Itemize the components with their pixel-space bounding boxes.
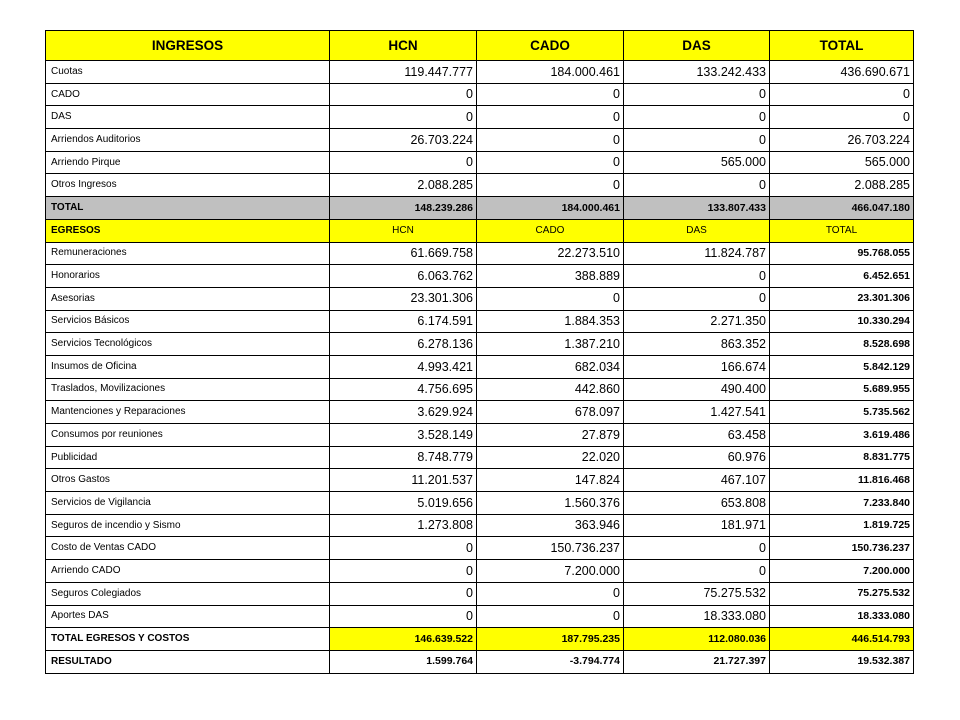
egresos-row <box>46 424 914 447</box>
cell-label: Arriendo Pirque <box>46 151 330 174</box>
cell-hcn: 119.447.777 <box>330 61 477 84</box>
cell-das: 467.107 <box>624 469 770 492</box>
cell-label: DAS <box>46 106 330 129</box>
cell-hcn: 61.669.758 <box>330 242 477 265</box>
cell-cado: 0 <box>477 174 624 197</box>
cell-total: 436.690.671 <box>770 61 914 84</box>
cell-das: 0 <box>624 106 770 129</box>
cell-label: CADO <box>46 83 330 106</box>
cell-cado: 184.000.461 <box>477 197 624 220</box>
cell-hcn: 0 <box>330 582 477 605</box>
cell-cado: 187.795.235 <box>477 628 624 651</box>
cell-label: Consumos por reuniones <box>46 424 330 447</box>
cell-das: 166.674 <box>624 355 770 378</box>
cell-label: TOTAL <box>46 197 330 220</box>
cell-cado: 1.387.210 <box>477 333 624 356</box>
cell-das: 2.271.350 <box>624 310 770 333</box>
cell-label: TOTAL EGRESOS Y COSTOS <box>46 628 330 651</box>
ingresos-row <box>46 129 914 152</box>
cell-cado: 22.273.510 <box>477 242 624 265</box>
cell-cado: 0 <box>477 83 624 106</box>
cell-hcn: 0 <box>330 605 477 628</box>
cell-das: 181.971 <box>624 514 770 537</box>
cell-das: 0 <box>624 174 770 197</box>
cell-total: 18.333.080 <box>770 605 914 628</box>
egresos-row <box>46 401 914 424</box>
cell-label: Seguros de incendio y Sismo <box>46 514 330 537</box>
cell-cado: 0 <box>477 151 624 174</box>
cell-hcn: 1.599.764 <box>330 650 477 673</box>
cell-total: 150.736.237 <box>770 537 914 560</box>
egresos-row <box>46 333 914 356</box>
egresos-header-row <box>46 219 914 242</box>
cell-cado: 27.879 <box>477 424 624 447</box>
cell-das: 490.400 <box>624 378 770 401</box>
cell-total: 0 <box>770 106 914 129</box>
total-egresos-row <box>46 628 914 651</box>
cell-das: 11.824.787 <box>624 242 770 265</box>
cell-hcn: HCN <box>330 219 477 242</box>
cell-cado: 147.824 <box>477 469 624 492</box>
cell-total: 8.528.698 <box>770 333 914 356</box>
egresos-row <box>46 582 914 605</box>
egresos-row <box>46 378 914 401</box>
cell-hcn: 6.278.136 <box>330 333 477 356</box>
cell-label: Aportes DAS <box>46 605 330 628</box>
ingresos-header-row <box>46 31 914 61</box>
cell-hcn: 3.528.149 <box>330 424 477 447</box>
cell-cado: 0 <box>477 582 624 605</box>
cell-das: 0 <box>624 129 770 152</box>
cell-das: 565.000 <box>624 151 770 174</box>
ingresos-row <box>46 106 914 129</box>
resultado-row <box>46 650 914 673</box>
egresos-row <box>46 492 914 515</box>
cell-total: 3.619.486 <box>770 424 914 447</box>
cell-label: Cuotas <box>46 61 330 84</box>
cell-label: Remuneraciones <box>46 242 330 265</box>
cell-hcn: 2.088.285 <box>330 174 477 197</box>
cell-hcn: 0 <box>330 106 477 129</box>
cell-label: Honorarios <box>46 265 330 288</box>
egresos-row <box>46 560 914 583</box>
cell-label: Otros Gastos <box>46 469 330 492</box>
egresos-row <box>46 265 914 288</box>
cell-hcn: 8.748.779 <box>330 446 477 469</box>
cell-cado: 678.097 <box>477 401 624 424</box>
cell-total: 8.831.775 <box>770 446 914 469</box>
cell-cado: 22.020 <box>477 446 624 469</box>
cell-cado: 0 <box>477 129 624 152</box>
cell-das: 18.333.080 <box>624 605 770 628</box>
cell-total: 75.275.532 <box>770 582 914 605</box>
table-body <box>46 61 914 674</box>
cell-total: TOTAL <box>770 219 914 242</box>
cell-label: Servicios Básicos <box>46 310 330 333</box>
cell-cado: 150.736.237 <box>477 537 624 560</box>
cell-label: Arriendos Auditorios <box>46 129 330 152</box>
cell-total: 5.689.955 <box>770 378 914 401</box>
cell-hcn: 26.703.224 <box>330 129 477 152</box>
cell-das: 75.275.532 <box>624 582 770 605</box>
cell-label: Servicios de Vigilancia <box>46 492 330 515</box>
cell-das: 0 <box>624 537 770 560</box>
cell-label: Traslados, Movilizaciones <box>46 378 330 401</box>
cell-total: 95.768.055 <box>770 242 914 265</box>
cell-label: Insumos de Oficina <box>46 355 330 378</box>
ingresos-row <box>46 151 914 174</box>
cell-total: 10.330.294 <box>770 310 914 333</box>
cell-label: RESULTADO <box>46 650 330 673</box>
header-ingresos: INGRESOS <box>46 31 330 61</box>
header-total: TOTAL <box>770 31 914 61</box>
cell-total: 26.703.224 <box>770 129 914 152</box>
cell-hcn: 0 <box>330 151 477 174</box>
ingresos-row <box>46 83 914 106</box>
egresos-row <box>46 469 914 492</box>
cell-label: Mantenciones y Reparaciones <box>46 401 330 424</box>
cell-total: 6.452.651 <box>770 265 914 288</box>
cell-total: 7.233.840 <box>770 492 914 515</box>
egresos-row <box>46 310 914 333</box>
cell-das: 0 <box>624 83 770 106</box>
cell-hcn: 23.301.306 <box>330 287 477 310</box>
cell-cado: -3.794.774 <box>477 650 624 673</box>
ingresos-row <box>46 61 914 84</box>
cell-total: 5.842.129 <box>770 355 914 378</box>
cell-label: EGRESOS <box>46 219 330 242</box>
cell-label: Servicios Tecnológicos <box>46 333 330 356</box>
cell-das: 0 <box>624 560 770 583</box>
total-ingresos-row <box>46 197 914 220</box>
egresos-row <box>46 242 914 265</box>
cell-cado: 7.200.000 <box>477 560 624 583</box>
egresos-row <box>46 355 914 378</box>
cell-das: 0 <box>624 265 770 288</box>
cell-total: 11.816.468 <box>770 469 914 492</box>
cell-das: 863.352 <box>624 333 770 356</box>
cell-total: 0 <box>770 83 914 106</box>
cell-cado: 184.000.461 <box>477 61 624 84</box>
cell-label: Asesorias <box>46 287 330 310</box>
cell-hcn: 146.639.522 <box>330 628 477 651</box>
cell-das: 133.242.433 <box>624 61 770 84</box>
egresos-row <box>46 514 914 537</box>
cell-das: 653.808 <box>624 492 770 515</box>
cell-das: 112.080.036 <box>624 628 770 651</box>
cell-das: 0 <box>624 287 770 310</box>
cell-hcn: 1.273.808 <box>330 514 477 537</box>
cell-hcn: 0 <box>330 560 477 583</box>
header-hcn: HCN <box>330 31 477 61</box>
cell-hcn: 0 <box>330 83 477 106</box>
cell-label: Seguros Colegiados <box>46 582 330 605</box>
cell-das: 133.807.433 <box>624 197 770 220</box>
header-cado: CADO <box>477 31 624 61</box>
cell-das: DAS <box>624 219 770 242</box>
egresos-row <box>46 446 914 469</box>
financial-table <box>45 30 914 674</box>
cell-total: 5.735.562 <box>770 401 914 424</box>
cell-hcn: 5.019.656 <box>330 492 477 515</box>
cell-cado: 0 <box>477 605 624 628</box>
cell-label: Otros Ingresos <box>46 174 330 197</box>
cell-total: 19.532.387 <box>770 650 914 673</box>
cell-total: 565.000 <box>770 151 914 174</box>
header-das: DAS <box>624 31 770 61</box>
cell-total: 1.819.725 <box>770 514 914 537</box>
cell-cado: 388.889 <box>477 265 624 288</box>
egresos-row <box>46 287 914 310</box>
cell-hcn: 0 <box>330 537 477 560</box>
cell-total: 446.514.793 <box>770 628 914 651</box>
egresos-row <box>46 537 914 560</box>
cell-hcn: 4.993.421 <box>330 355 477 378</box>
cell-cado: 0 <box>477 287 624 310</box>
cell-hcn: 3.629.924 <box>330 401 477 424</box>
cell-total: 2.088.285 <box>770 174 914 197</box>
cell-label: Costo de Ventas CADO <box>46 537 330 560</box>
cell-total: 7.200.000 <box>770 560 914 583</box>
cell-cado: 363.946 <box>477 514 624 537</box>
cell-hcn: 6.174.591 <box>330 310 477 333</box>
cell-cado: 682.034 <box>477 355 624 378</box>
cell-das: 1.427.541 <box>624 401 770 424</box>
cell-das: 60.976 <box>624 446 770 469</box>
cell-hcn: 6.063.762 <box>330 265 477 288</box>
cell-das: 63.458 <box>624 424 770 447</box>
cell-hcn: 148.239.286 <box>330 197 477 220</box>
cell-label: Arriendo CADO <box>46 560 330 583</box>
egresos-row <box>46 605 914 628</box>
cell-hcn: 4.756.695 <box>330 378 477 401</box>
ingresos-row <box>46 174 914 197</box>
cell-label: Publicidad <box>46 446 330 469</box>
cell-das: 21.727.397 <box>624 650 770 673</box>
cell-cado: 0 <box>477 106 624 129</box>
cell-cado: 442.860 <box>477 378 624 401</box>
cell-total: 466.047.180 <box>770 197 914 220</box>
cell-cado: 1.884.353 <box>477 310 624 333</box>
cell-cado: CADO <box>477 219 624 242</box>
cell-hcn: 11.201.537 <box>330 469 477 492</box>
cell-cado: 1.560.376 <box>477 492 624 515</box>
cell-total: 23.301.306 <box>770 287 914 310</box>
